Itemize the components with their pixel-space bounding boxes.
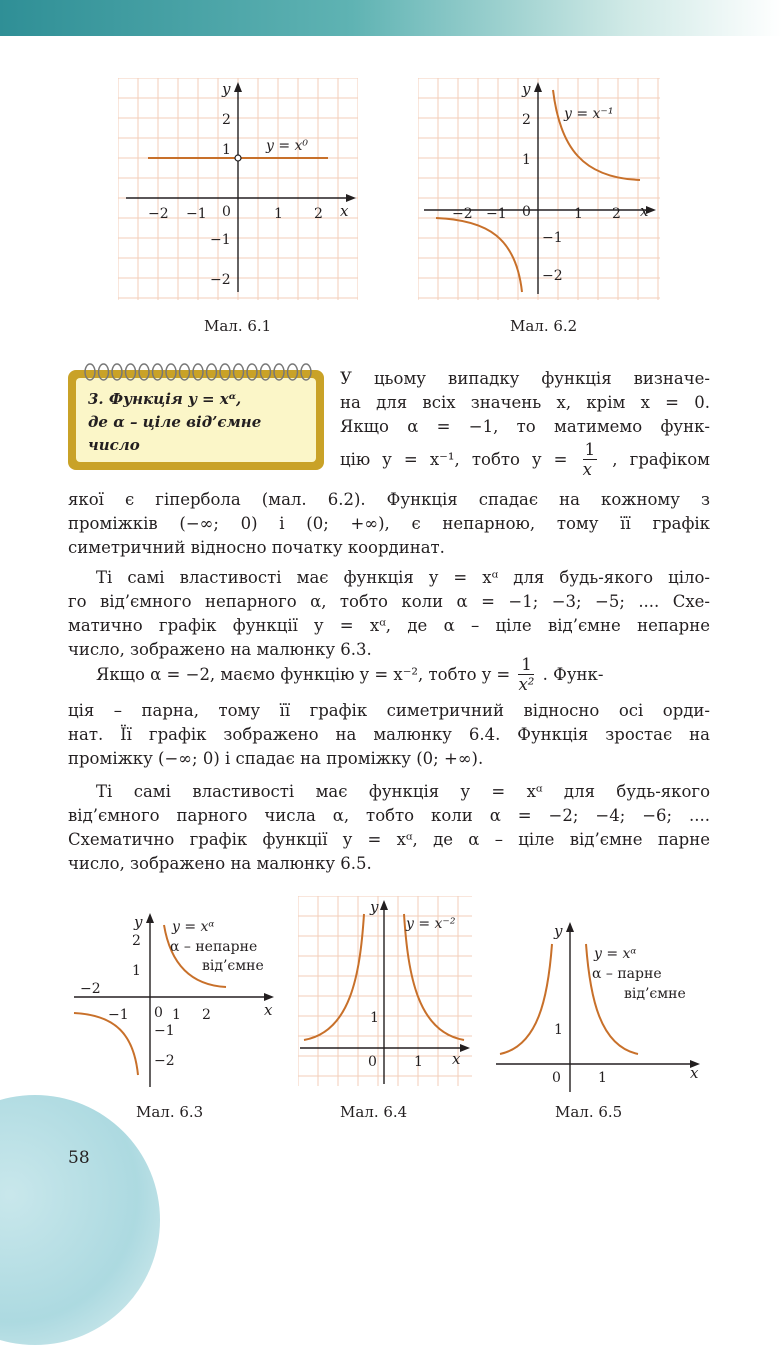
paragraph-2 xyxy=(68,566,710,662)
y-label: y xyxy=(522,80,531,98)
graph-odd-negative xyxy=(68,905,288,1090)
fraction-denominator: x xyxy=(582,460,592,479)
heading-line-2: де α – ціле від’ємне xyxy=(88,413,262,431)
x-label: x xyxy=(264,1001,273,1019)
graph-even-negative xyxy=(494,914,706,1094)
fraction-1-over-x xyxy=(583,441,598,480)
x-label: x xyxy=(340,202,349,220)
formula-label: y = xᵅ xyxy=(172,919,215,935)
ring xyxy=(99,364,109,380)
section-heading xyxy=(76,378,316,462)
ring xyxy=(288,364,298,380)
paragraph-3 xyxy=(68,656,710,771)
condition-line-2: від’ємне xyxy=(202,958,264,974)
y-tick-1: 1 xyxy=(522,152,531,168)
graph-y-x-1 xyxy=(418,78,660,300)
heading-line-1: 3. Функція y = xᵅ, xyxy=(88,390,242,408)
text-line: проміжків (−∞; 0) і (0; +∞), є непарною, тому її графік xyxy=(68,514,710,533)
figure-6-1 xyxy=(118,78,358,300)
ring xyxy=(112,364,122,380)
y-label: y xyxy=(370,898,379,916)
text-line: число, зображено на малюнку 6.3. xyxy=(68,640,372,659)
y-tick-1: 1 xyxy=(554,1022,563,1038)
y-tick-2: 2 xyxy=(222,112,231,128)
ring xyxy=(261,364,271,380)
x-tick-m2: −2 xyxy=(452,206,473,222)
hyperbola-left xyxy=(436,218,522,292)
x-tick-1: 1 xyxy=(414,1054,423,1070)
x-axis-arrow xyxy=(346,194,356,202)
y-label: y xyxy=(222,80,231,98)
x-tick-1: 1 xyxy=(274,206,283,222)
caption-6-5: Мал. 6.5 xyxy=(555,1103,623,1121)
y-label: y xyxy=(554,922,563,940)
y-tick-1: 1 xyxy=(222,142,231,158)
ring xyxy=(126,364,136,380)
x-tick-m1: −1 xyxy=(186,206,207,222)
formula-label: y = x⁰ xyxy=(266,138,309,154)
x-tick-m2: −2 xyxy=(80,981,101,997)
page-number: 58 xyxy=(68,1148,90,1168)
text-line: го від’ємного непарного α, тобто коли α = −1; −3; −5; .... Схе- xyxy=(68,592,710,611)
figure-6-4 xyxy=(298,896,472,1086)
x-tick-2: 2 xyxy=(314,206,323,222)
x-tick-0: 0 xyxy=(368,1054,377,1070)
text-line: проміжку (−∞; 0) і спадає на проміжку (0; +∞). xyxy=(68,749,484,768)
text-line-fraction xyxy=(340,441,710,480)
caption-6-3: Мал. 6.3 xyxy=(136,1103,204,1121)
fraction-1-over-x2 xyxy=(518,656,534,695)
y-axis-arrow xyxy=(146,913,154,923)
formula-label: y = xᵅ xyxy=(594,946,637,962)
x-label: x xyxy=(452,1050,461,1068)
caption-6-4: Мал. 6.4 xyxy=(340,1103,408,1121)
x-tick-1: 1 xyxy=(574,206,583,222)
fraction-numerator: 1 xyxy=(584,440,596,459)
figure-6-5 xyxy=(494,914,706,1094)
y-tick-m2: −2 xyxy=(210,272,231,288)
y-axis-arrow xyxy=(380,900,388,910)
y-tick-m2: −2 xyxy=(154,1053,175,1069)
ring xyxy=(274,364,284,380)
y-tick-m1: −1 xyxy=(154,1023,175,1039)
y-label: y xyxy=(134,913,143,931)
ring xyxy=(180,364,190,380)
intro-text xyxy=(340,367,710,480)
condition-line-2: від’ємне xyxy=(624,986,686,1002)
y-tick-2: 2 xyxy=(522,112,531,128)
curve-left xyxy=(500,944,552,1054)
condition-line-1: α – непарне xyxy=(170,939,258,955)
hole-point xyxy=(235,155,241,161)
text-part: , графіком xyxy=(612,450,711,469)
y-tick-m1: −1 xyxy=(542,230,563,246)
ring xyxy=(193,364,203,380)
curve-right xyxy=(404,914,464,1040)
y-axis-arrow xyxy=(566,922,574,932)
text-line: Схематично графік функції y = xᵅ, де α – ціле від’ємне парне xyxy=(68,830,710,849)
notebook-rings xyxy=(82,360,312,382)
text-part: Якщо α = −2, маємо функцію y = x⁻², тобто y = xyxy=(96,665,511,684)
fraction-numerator: 1 xyxy=(518,656,534,675)
ring xyxy=(85,364,95,380)
fraction-denominator: x² xyxy=(518,675,535,694)
text-line: Ті самі властивості має функція y = xᵅ для будь-якого xyxy=(96,782,710,801)
condition-line-1: α – парне xyxy=(592,966,662,982)
text-line: на для всіх значень x, крім x = 0. xyxy=(340,393,710,412)
text-line: якої є гіпербола (мал. 6.2). Функція спадає на кожному з xyxy=(68,490,710,509)
x-tick-0: 0 xyxy=(522,204,531,220)
ring xyxy=(301,364,311,380)
grid xyxy=(418,78,660,300)
text-part: . Функ- xyxy=(542,665,604,684)
x-tick-m2: −2 xyxy=(148,206,169,222)
x-label: x xyxy=(640,202,649,220)
text-line: матично графік функції y = xᵅ, де α – ціле від’ємне непарне xyxy=(68,616,710,635)
y-tick-m2: −2 xyxy=(542,268,563,284)
text-line: Якщо α = −1, то матимемо функ- xyxy=(340,417,710,436)
y-axis-arrow xyxy=(534,82,542,92)
y-tick-1: 1 xyxy=(370,1010,379,1026)
x-axis-arrow xyxy=(460,1044,470,1052)
section-heading-box xyxy=(68,370,324,470)
graph-y-x0 xyxy=(118,78,358,300)
x-label: x xyxy=(690,1064,699,1082)
heading-line-3: число xyxy=(88,436,140,454)
x-axis-arrow xyxy=(264,993,274,1001)
ring xyxy=(207,364,217,380)
curve-left xyxy=(304,914,364,1040)
text-line: число, зображено на малюнку 6.5. xyxy=(68,854,372,873)
ring xyxy=(153,364,163,380)
y-tick-1: 1 xyxy=(132,963,141,979)
header-band xyxy=(0,0,782,36)
x-tick-m1: −1 xyxy=(486,206,507,222)
x-tick-1: 1 xyxy=(172,1007,181,1023)
x-tick-0: 0 xyxy=(154,1005,163,1021)
figure-6-3 xyxy=(68,905,288,1090)
y-tick-m1: −1 xyxy=(210,232,231,248)
paragraph-4 xyxy=(68,780,710,876)
graph-y-x-2 xyxy=(298,896,472,1086)
x-tick-2: 2 xyxy=(202,1007,211,1023)
text-line: від’ємного парного числа α, тобто коли α = −2; −4; −6; .... xyxy=(68,806,710,825)
formula-label: y = x⁻² xyxy=(406,916,456,932)
x-tick-2: 2 xyxy=(612,206,621,222)
text-line: ція – парна, тому її графік симетричний відносно осі орди- xyxy=(68,701,710,720)
text-part: цію y = x⁻¹, тобто y = xyxy=(340,450,568,469)
corner-decoration xyxy=(0,1095,160,1345)
ring xyxy=(247,364,257,380)
text-line: нат. Її графік зображено на малюнку 6.4. Функція зростає на xyxy=(68,725,710,744)
x-tick-m1: −1 xyxy=(108,1007,129,1023)
caption-6-1: Мал. 6.1 xyxy=(204,317,272,335)
text-line: симетричний відносно початку координат. xyxy=(68,538,445,557)
paragraph-1 xyxy=(68,488,710,560)
ring xyxy=(166,364,176,380)
x-tick-1: 1 xyxy=(598,1070,607,1086)
formula-label: y = x⁻¹ xyxy=(564,106,614,122)
x-tick-0: 0 xyxy=(222,204,231,220)
figure-6-2 xyxy=(418,78,660,300)
rings xyxy=(85,364,311,380)
y-tick-2: 2 xyxy=(132,933,141,949)
text-line-fraction xyxy=(68,656,710,695)
text-line: Ті самі властивості має функція y = xᵅ для будь-якого ціло- xyxy=(96,568,710,587)
y-axis-arrow xyxy=(234,82,242,92)
x-tick-0: 0 xyxy=(552,1070,561,1086)
text-line: У цьому випадку функція визначе- xyxy=(340,369,710,388)
ring xyxy=(220,364,230,380)
ring xyxy=(234,364,244,380)
hyperbola-right xyxy=(553,90,640,180)
ring xyxy=(139,364,149,380)
caption-6-2: Мал. 6.2 xyxy=(510,317,578,335)
